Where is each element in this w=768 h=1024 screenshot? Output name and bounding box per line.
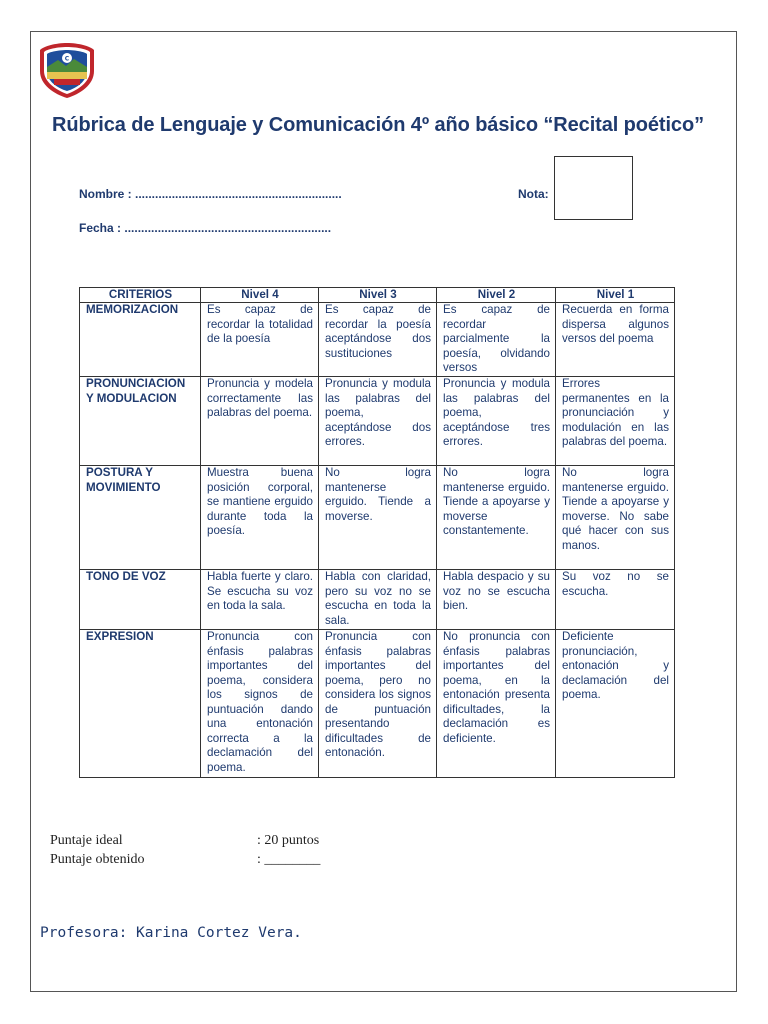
nivel-3-cell: Pronuncia con énfasis palabras importantes del poema, pero no considera los signos de puntuación presentando dificultades de entonación. <box>319 630 437 778</box>
nivel-1-cell: Su voz no se escucha. <box>556 570 675 630</box>
nivel-4-cell: Pronuncia y modela correctamente las palabras del poema. <box>201 377 319 466</box>
nivel-3-cell: Pronuncia y modula las palabras del poema, aceptándose dos errores. <box>319 377 437 466</box>
header-nivel-1: Nivel 1 <box>556 288 675 303</box>
nivel-2-cell: Pronuncia y modula las palabras del poema, aceptándose tres errores. <box>437 377 556 466</box>
rubric-table <box>79 287 675 778</box>
criterio-cell: MEMORIZACION <box>80 303 201 377</box>
nivel-2-cell: Habla despacio y su voz no se escucha bien. <box>437 570 556 630</box>
puntaje-ideal-value: : 20 puntos <box>257 833 320 848</box>
table-row <box>80 570 675 630</box>
nivel-4-cell: Pronuncia con énfasis palabras importantes del poema, considera los signos de puntuación dando una entonación correcta a la declamación del poema. <box>201 630 319 778</box>
header-nivel-2: Nivel 2 <box>437 288 556 303</box>
fecha-dots: .............................................................. <box>124 221 332 235</box>
nombre-field <box>79 187 342 201</box>
puntaje-obtenido-label: Puntaje obtenido <box>50 852 145 867</box>
fecha-field <box>79 221 331 235</box>
svg-text:C: C <box>64 55 70 63</box>
table-header-row <box>80 288 675 303</box>
header-nivel-4: Nivel 4 <box>201 288 319 303</box>
table-row <box>80 377 675 466</box>
header-criterios: CRITERIOS <box>80 288 201 303</box>
criterio-cell: EXPRESION <box>80 630 201 778</box>
school-crest-icon <box>36 41 98 99</box>
nivel-3-cell: No logra mantenerse erguido. Tiende a moverse. <box>319 466 437 570</box>
nota-label: Nota: <box>518 187 549 201</box>
table-row <box>80 303 675 377</box>
nivel-2-cell: Es capaz de recordar parcialmente la poesía, olvidando versos <box>437 303 556 377</box>
header-nivel-3: Nivel 3 <box>319 288 437 303</box>
table-row <box>80 466 675 570</box>
nivel-1-cell: No logra mantenerse erguido. Tiende a apoyarse y moverse. No sabe qué hacer con sus manos. <box>556 466 675 570</box>
puntaje-obtenido-value: : ________ <box>257 852 321 867</box>
nombre-dots: .............................................................. <box>135 187 342 201</box>
nivel-3-cell: Habla con claridad, pero su voz no se escucha en toda la sala. <box>319 570 437 630</box>
nivel-3-cell: Es capaz de recordar la poesía aceptándose dos sustituciones <box>319 303 437 377</box>
fecha-label: Fecha : <box>79 221 122 235</box>
nota-box <box>554 156 633 220</box>
nivel-1-cell: Deficiente pronunciación, entonación y declamación del poema. <box>556 630 675 778</box>
nivel-1-cell: Recuerda en forma dispersa algunos versos del poema <box>556 303 675 377</box>
nivel-4-cell: Es capaz de recordar la totalidad de la poesía <box>201 303 319 377</box>
nivel-2-cell: No logra mantenerse erguido. Tiende a apoyarse y moverse constantemente. <box>437 466 556 570</box>
criterio-cell: POSTURA Y MOVIMIENTO <box>80 466 201 570</box>
puntaje-ideal-label: Puntaje ideal <box>50 833 123 848</box>
nivel-4-cell: Habla fuerte y claro. Se escucha su voz en toda la sala. <box>201 570 319 630</box>
teacher-name: Profesora: Karina Cortez Vera. <box>40 925 302 941</box>
nivel-1-cell: Errores permanentes en la pronunciación y modulación en las palabras del poema. <box>556 377 675 466</box>
nivel-4-cell: Muestra buena posición corporal, se mantiene erguido durante toda la poesía. <box>201 466 319 570</box>
table-row <box>80 630 675 778</box>
nivel-2-cell: No pronuncia con énfasis palabras importantes del poema, en la entonación presenta dificultades, la declamación es deficiente. <box>437 630 556 778</box>
criterio-cell: TONO DE VOZ <box>80 570 201 630</box>
page-title: Rúbrica de Lenguaje y Comunicación 4º año básico “Recital poético” <box>52 114 704 136</box>
criterio-cell: PRONUNCIACION Y MODULACION <box>80 377 201 466</box>
nombre-label: Nombre : <box>79 187 132 201</box>
